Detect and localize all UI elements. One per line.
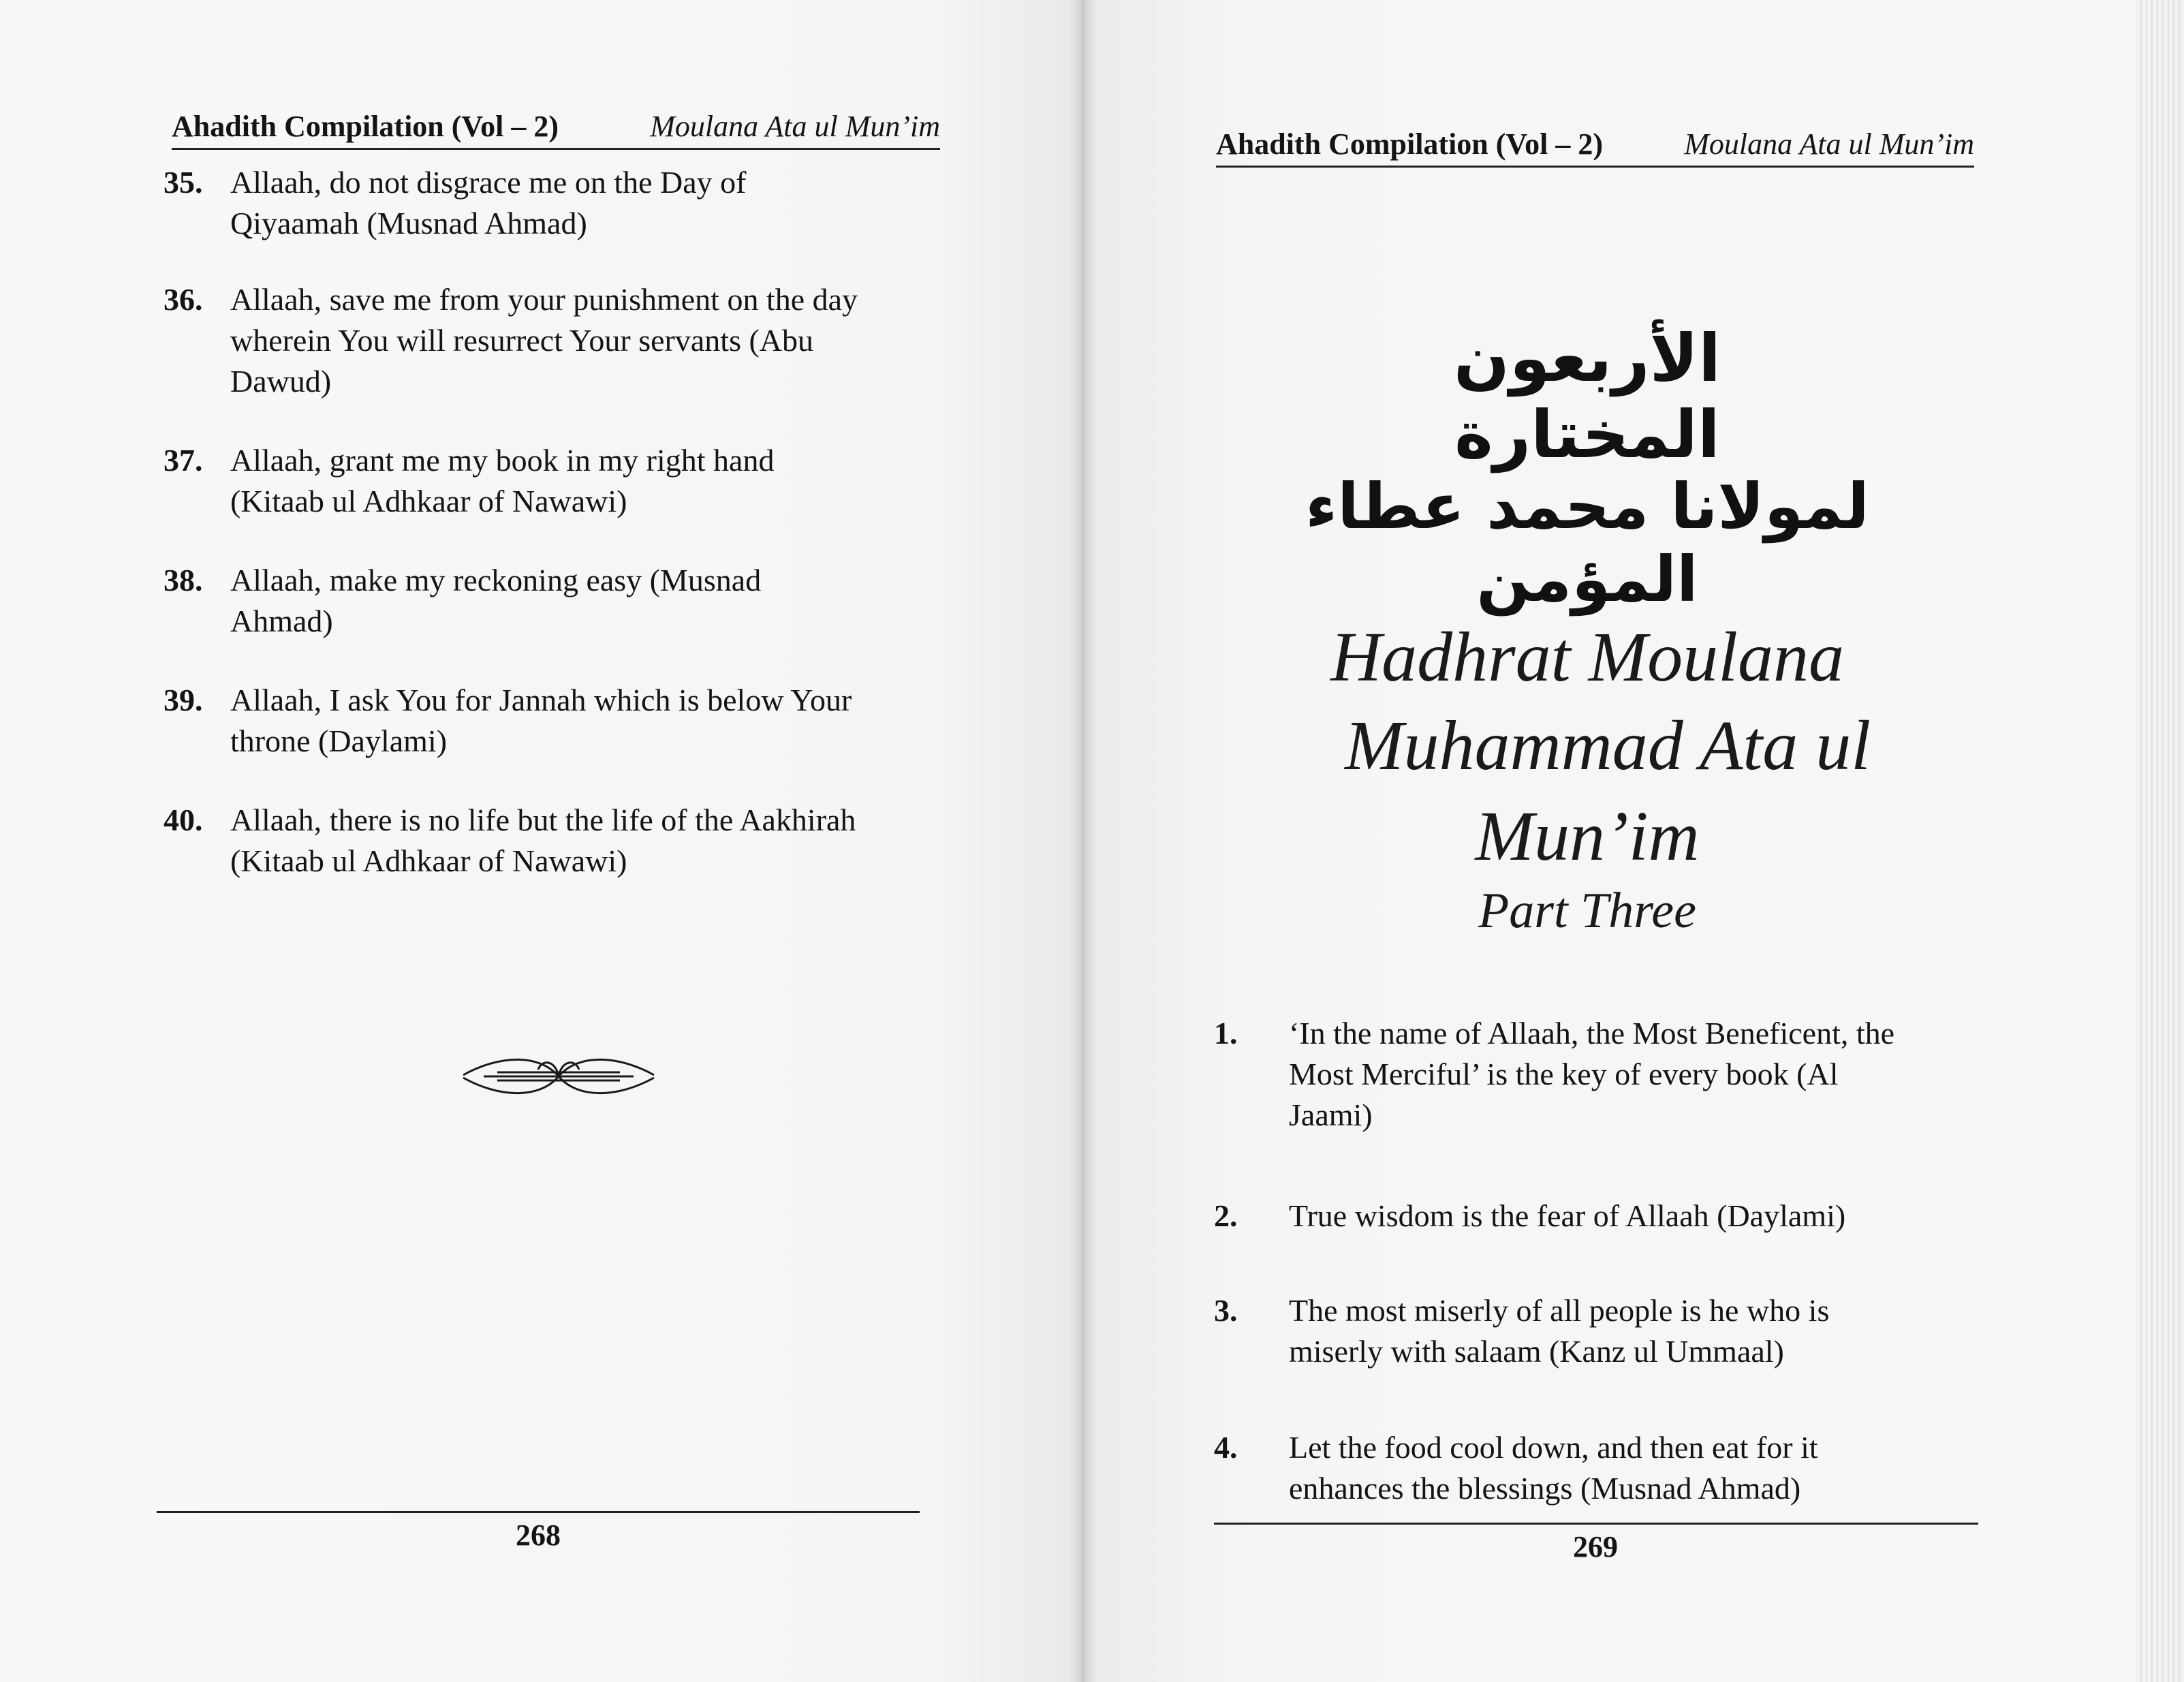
hadith-text: Allaah, make my reckoning easy (Musnad Ahmad) <box>230 563 762 638</box>
header-author: Moulana Ata ul Mun’im <box>650 110 940 143</box>
hadith-text: ‘In the name of Allaah, the Most Beneficent, the Most Merciful’ is the key of every book (Al Jaami) <box>1289 1016 1895 1132</box>
hadith-number: 37. <box>163 443 203 478</box>
section-title-line: Muhammad Ata ul <box>1344 706 1871 785</box>
hadith-text: The most miserly of all people is he who is miserly with salaam (Kanz ul Ummaal) <box>1289 1293 1830 1369</box>
hadith-item <box>1214 1290 1978 1372</box>
hadith-item <box>163 560 933 642</box>
hadith-item <box>163 162 933 244</box>
hadith-number: 38. <box>163 563 203 597</box>
hadith-text: True wisdom is the fear of Allaah (Daylami) <box>1289 1198 1846 1233</box>
footer-rule <box>1214 1523 1978 1525</box>
running-header <box>1216 127 1974 168</box>
right-page <box>1083 0 2184 1682</box>
hadith-number: 3. <box>1214 1293 1238 1328</box>
book-gutter <box>1070 0 1097 1682</box>
hadith-number: 36. <box>163 282 203 317</box>
hadith-item <box>163 680 933 762</box>
hadith-text: Allaah, do not disgrace me on the Day of Qiyaamah (Musnad Ahmad) <box>230 165 747 240</box>
left-page <box>0 0 1083 1682</box>
header-book-title: Ahadith Compilation (Vol – 2) <box>1216 127 1604 161</box>
hadith-item <box>1214 1427 1978 1509</box>
running-header <box>172 109 940 150</box>
section-title-line: Hadhrat Moulana <box>1330 618 1844 696</box>
arabic-subtitle-line: لمولانا محمد عطاء المؤمن <box>1305 470 1869 616</box>
header-book-title: Ahadith Compilation (Vol – 2) <box>172 110 559 143</box>
decorative-swirl-icon <box>456 1049 661 1104</box>
hadith-item <box>163 279 933 402</box>
hadith-number: 1. <box>1214 1016 1238 1050</box>
hadith-item <box>1214 1196 1978 1236</box>
hadith-item <box>1214 1013 1978 1136</box>
header-author: Moulana Ata ul Mun’im <box>1684 127 1974 161</box>
hadith-text: Allaah, grant me my book in my right hand (Kitaab ul Adhkaar of Nawawi) <box>230 443 775 518</box>
hadith-number: 40. <box>163 803 203 837</box>
hadith-text: Allaah, save me from your punishment on the day wherein You will resurrect Your servants (Abu Dawud) <box>230 282 858 399</box>
hadith-text: Let the food cool down, and then eat for it enhances the blessings (Musnad Ahmad) <box>1289 1430 1818 1506</box>
page-number: 268 <box>516 1519 561 1552</box>
hadith-number: 4. <box>1214 1430 1238 1465</box>
section-subtitle: Part Three <box>1478 883 1696 939</box>
footer-rule <box>157 1511 920 1513</box>
hadith-item <box>163 440 933 522</box>
page-number: 269 <box>1573 1530 1618 1563</box>
hadith-text: Allaah, there is no life but the life of the Aakhirah (Kitaab ul Adhkaar of Nawawi) <box>230 803 856 878</box>
hadith-text: Allaah, I ask You for Jannah which is below Your throne (Daylami) <box>230 683 852 758</box>
hadith-item <box>163 800 933 882</box>
hadith-number: 39. <box>163 683 203 717</box>
arabic-title-line: الأربعون المختارة <box>1453 320 1721 473</box>
section-title-line: Mun’im <box>1475 797 1700 875</box>
page-edges <box>2136 0 2184 1682</box>
hadith-number: 2. <box>1214 1198 1238 1233</box>
hadith-number: 35. <box>163 165 203 200</box>
